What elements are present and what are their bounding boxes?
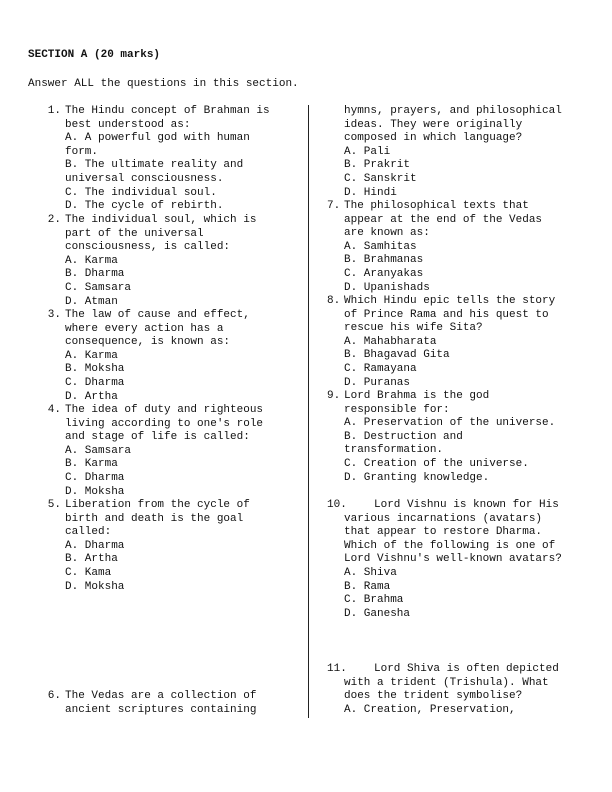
answer-option: A. Pali	[344, 145, 391, 158]
question-text: and stage of life is called:	[65, 431, 250, 444]
question-text: called:	[65, 526, 112, 539]
answer-option: A. Mahabharata	[344, 335, 437, 348]
answer-option: B. Dharma	[65, 268, 125, 281]
answer-option: D. Atman	[65, 295, 118, 308]
question-text: Lord Brahma is the god	[344, 390, 490, 402]
question-text: birth and death is the goal	[65, 512, 244, 525]
question-text: The law of cause and effect,	[65, 309, 250, 321]
answer-option: C. Kama	[65, 567, 112, 579]
question-text: rescue his wife Sita?	[344, 322, 483, 335]
answer-option: B. Brahmanas	[344, 254, 424, 267]
question-number: 10.	[327, 499, 347, 511]
question-text: where every action has a	[65, 322, 224, 335]
answer-option: A. Karma	[65, 254, 118, 267]
question-text: Lord Vishnu's well-known avatars?	[344, 553, 562, 566]
question-text: Liberation from the cycle of	[65, 499, 250, 511]
question-text: Lord Vishnu is known for His	[341, 499, 559, 511]
question-number: 3.	[47, 309, 61, 321]
answer-option: A. Creation, Preservation,	[344, 703, 516, 716]
question-text: that appear to restore Dharma.	[344, 526, 543, 539]
question-text: living according to one's role	[65, 417, 264, 430]
question-number: 11.	[327, 663, 347, 675]
answer-option: D. Moksha	[65, 580, 125, 593]
question-text: The idea of duty and righteous	[65, 404, 264, 416]
answer-option: B. Rama	[344, 580, 391, 593]
question-text: of Prince Rama and his quest to	[344, 308, 549, 321]
answer-option: D. Moksha	[65, 485, 125, 498]
question-text: part of the universal	[65, 227, 204, 240]
answer-option: D. Hindi	[344, 186, 397, 199]
answer-option: C. Sanskrit	[344, 173, 417, 185]
question-number: 6.	[47, 690, 61, 702]
column-divider	[308, 105, 309, 718]
question-text: form.	[65, 145, 99, 158]
answer-option: A. Samsara	[65, 444, 132, 457]
question-text: does the trident symbolise?	[344, 690, 523, 703]
answer-option: C. Samsara	[65, 282, 132, 294]
question-text: universal consciousness.	[65, 173, 224, 185]
answer-option: B. The ultimate reality and	[65, 159, 244, 172]
question-text: are known as:	[344, 227, 430, 240]
question-text: Lord Shiva is often depicted	[341, 663, 559, 675]
question-text: appear at the end of the Vedas	[344, 213, 543, 226]
question-text: Which of the following is one of	[344, 539, 556, 552]
question-text: The philosophical texts that	[344, 200, 529, 212]
question-text: ideas. They were originally	[344, 118, 523, 131]
answer-option: C. Creation of the universe.	[344, 458, 529, 470]
answer-option: D. Upanishads	[344, 281, 430, 294]
question-number: 7.	[327, 200, 341, 212]
question-text: consequence, is known as:	[65, 336, 231, 349]
answer-option: A. Dharma	[65, 539, 125, 552]
question-text: The Hindu concept of Brahman is	[65, 105, 270, 117]
answer-option: C. The individual soul.	[65, 186, 217, 199]
answer-option: A. Samhitas	[344, 240, 417, 253]
question-text: with a trident (Trishula). What	[344, 676, 549, 689]
answer-option: B. Prakrit	[344, 159, 411, 172]
answer-option: C. Dharma	[65, 472, 125, 484]
answer-option: A. Preservation of the universe.	[344, 417, 556, 430]
question-text: best understood as:	[65, 118, 191, 131]
answer-option: D. Artha	[65, 390, 118, 403]
question-text: The individual soul, which is	[65, 214, 257, 226]
answer-option: C. Brahma	[344, 594, 404, 607]
answer-option: C. Dharma	[65, 377, 125, 389]
question-text: The Vedas are a collection of	[65, 690, 257, 702]
question-text: transformation.	[344, 444, 444, 457]
question-text: various incarnations (avatars)	[344, 512, 543, 525]
answer-option: B. Destruction and	[344, 430, 463, 443]
answer-option: D. Ganesha	[344, 607, 411, 620]
answer-option: D. Puranas	[344, 376, 411, 389]
answer-option: D. Granting knowledge.	[344, 471, 490, 484]
question-number: 4.	[47, 404, 61, 416]
question-text: ancient scriptures containing	[65, 703, 257, 716]
answer-option: B. Moksha	[65, 363, 125, 376]
question-number: 8.	[327, 295, 341, 307]
answer-option: B. Karma	[65, 458, 118, 471]
answer-option: C. Ramayana	[344, 363, 417, 375]
answer-option: A. Karma	[65, 349, 118, 362]
question-number: 5.	[47, 499, 61, 511]
section-title: SECTION A (20 marks)	[28, 49, 161, 61]
question-number: 1.	[47, 105, 61, 117]
question-text: hymns, prayers, and philosophical	[344, 105, 562, 117]
question-text: Which Hindu epic tells the story	[344, 295, 556, 307]
question-text: responsible for:	[344, 403, 450, 416]
question-text: consciousness, is called:	[65, 241, 231, 254]
answer-option: A. Shiva	[344, 567, 397, 579]
answer-option: B. Bhagavad Gita	[344, 349, 450, 362]
answer-option: C. Aranyakas	[344, 268, 424, 280]
instructions: Answer ALL the questions in this section.	[28, 78, 299, 90]
answer-option: B. Artha	[65, 553, 118, 566]
answer-option: D. The cycle of rebirth.	[65, 200, 224, 213]
answer-option: A. A powerful god with human	[65, 132, 250, 145]
question-text: composed in which language?	[344, 132, 523, 145]
question-number: 9.	[327, 390, 341, 402]
question-number: 2.	[47, 214, 61, 226]
